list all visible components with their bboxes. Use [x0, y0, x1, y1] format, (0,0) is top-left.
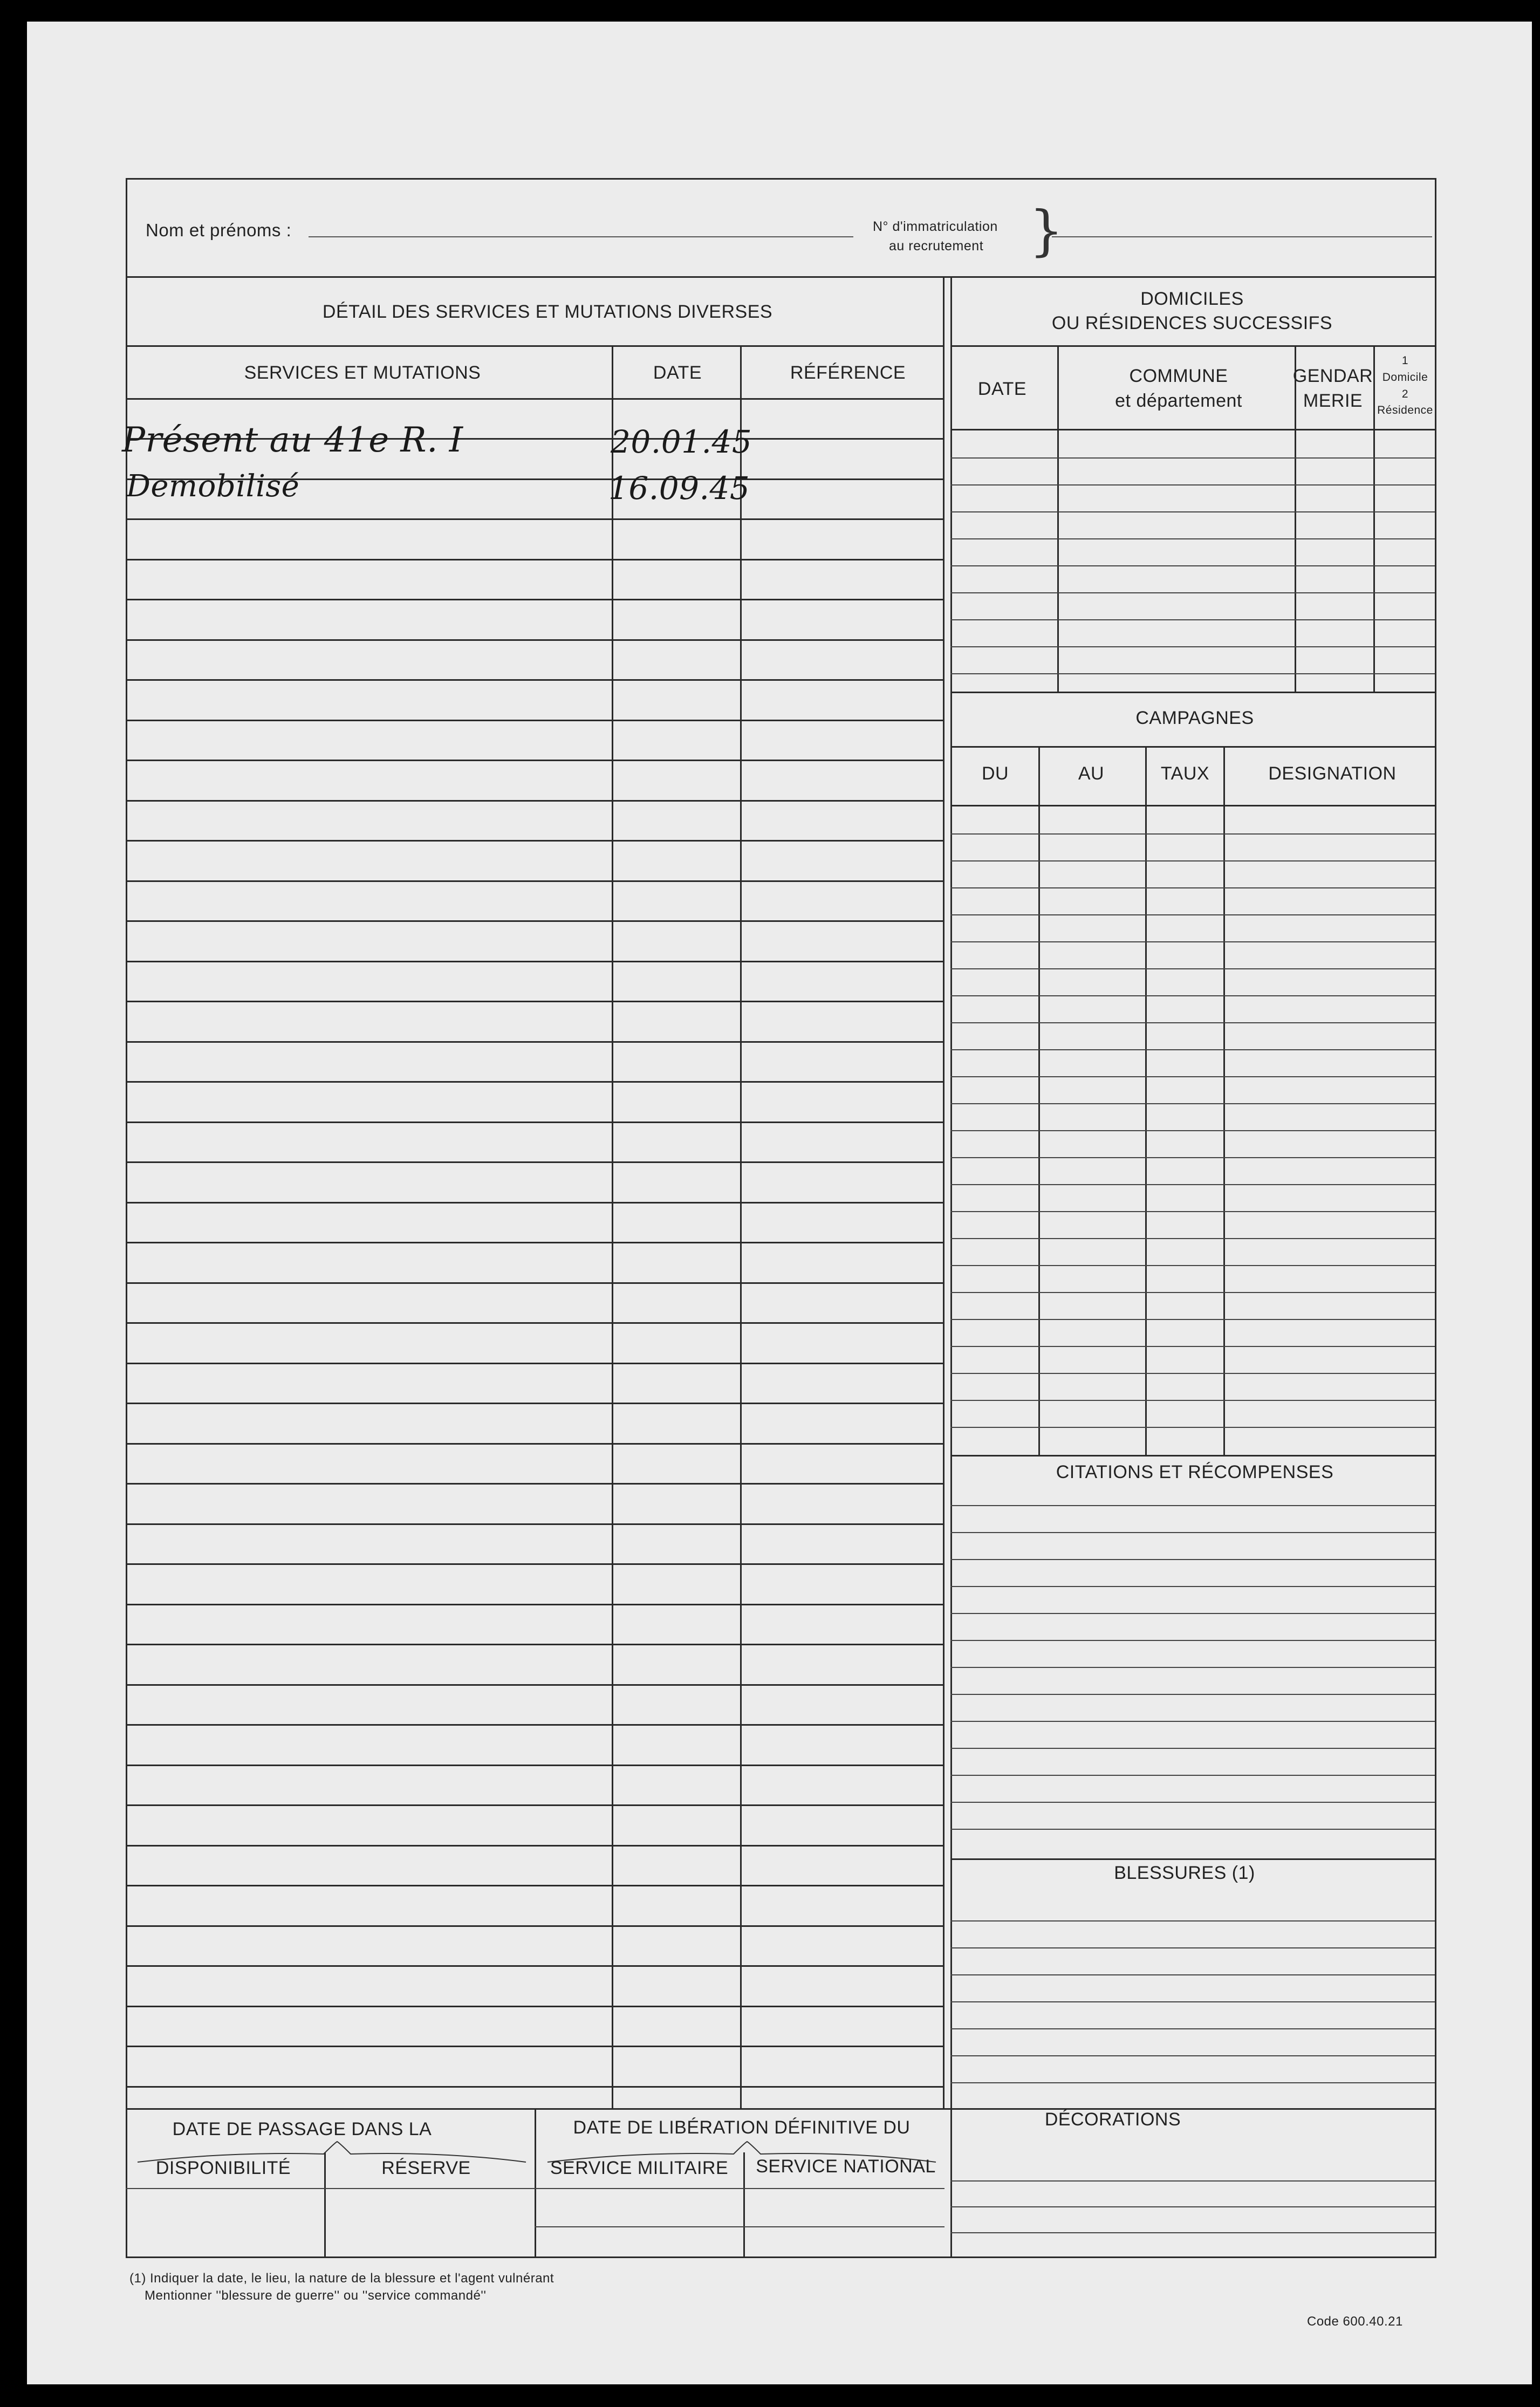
dom-col-type-3: 2	[1401, 388, 1409, 400]
immat-field[interactable]	[1052, 236, 1432, 237]
campagnes-row-line	[950, 1049, 1435, 1050]
services-row-line	[126, 559, 944, 560]
campagnes-row-line	[950, 1211, 1435, 1212]
services-title: DÉTAIL DES SERVICES ET MUTATIONS DIVERSES	[322, 302, 773, 322]
campagnes-row-line	[950, 1400, 1435, 1401]
camp-col-designation: DESIGNATION	[1268, 763, 1397, 784]
footnote-1: (1) Indiquer la date, le lieu, la nature de la blessure et l'agent vulnérant	[129, 2271, 555, 2286]
immat-label: N° d'immatriculation	[873, 219, 998, 234]
domiciles-row-line	[950, 457, 1435, 459]
citations-row-line	[950, 1559, 1435, 1560]
main-divider-b	[950, 276, 952, 2257]
services-row-line	[126, 599, 944, 600]
service-national-label: SERVICE NATIONAL	[756, 2156, 936, 2177]
blessures-row-line	[950, 2001, 1435, 2002]
services-row-line	[126, 1242, 944, 1243]
services-row-line	[126, 1684, 944, 1686]
citations-row-line	[950, 1829, 1435, 1830]
services-row-line	[126, 1885, 944, 1886]
services-row-line	[126, 1081, 944, 1083]
citations-row-line	[950, 1775, 1435, 1776]
campagnes-row-line	[950, 914, 1435, 915]
services-row-line	[126, 1483, 944, 1485]
blessures-row-line	[950, 1947, 1435, 1948]
passage-title: DATE DE PASSAGE DANS LA	[172, 2119, 432, 2139]
entry-date-1: 20.01.45	[611, 423, 752, 460]
form-code: Code 600.40.21	[1307, 2314, 1403, 2329]
dom-col-gendarmerie-2: MERIE	[1303, 391, 1363, 411]
blessures-row-line	[950, 1974, 1435, 1975]
services-row-line	[126, 1001, 944, 1002]
main-divider	[943, 276, 944, 2109]
camp-col-du: DU	[981, 763, 1009, 784]
services-row-line	[126, 1765, 944, 1766]
citations-title: CITATIONS ET RÉCOMPENSES	[1056, 1462, 1334, 1482]
brace-icon: }	[1029, 199, 1064, 262]
services-row-line	[126, 1363, 944, 1364]
services-row-line	[126, 920, 944, 922]
domiciles-row-line	[950, 673, 1435, 674]
decorations-title: DÉCORATIONS	[1044, 2109, 1181, 2130]
campagnes-row-line	[950, 941, 1435, 942]
citations-row-line	[950, 1640, 1435, 1641]
reserve-label: RÉSERVE	[381, 2158, 471, 2178]
services-row-line	[126, 1604, 944, 1605]
entry-service-2: Demobilisé	[126, 469, 300, 504]
blessures-row-line	[950, 2055, 1435, 2056]
campagnes-row-line	[950, 1427, 1435, 1428]
campagnes-row-line	[950, 1022, 1435, 1023]
campagnes-row-line	[950, 860, 1435, 861]
campagnes-row-line	[950, 1292, 1435, 1293]
domiciles-row-line	[950, 484, 1435, 485]
domiciles-row-line	[950, 646, 1435, 647]
services-row-line	[126, 639, 944, 641]
campagnes-row-line	[950, 887, 1435, 888]
domiciles-row-line	[950, 619, 1435, 620]
services-row-line	[126, 1443, 944, 1445]
domiciles-title: DOMICILES	[1140, 289, 1244, 309]
footnote-2: Mentionner ''blessure de guerre'' ou ''service commandé''	[145, 2288, 487, 2303]
camp-col-au: AU	[1078, 763, 1105, 784]
services-row-line	[126, 1804, 944, 1806]
services-row-line	[126, 1161, 944, 1163]
services-row-line	[126, 1845, 944, 1847]
campagnes-row-line	[950, 1373, 1435, 1374]
citations-row-line	[950, 1505, 1435, 1506]
services-row-line	[126, 880, 944, 882]
blessures-row-line	[950, 1920, 1435, 1922]
immat-label-2: au recrutement	[889, 238, 984, 254]
services-row-line	[126, 679, 944, 681]
campagnes-row-line	[950, 1130, 1435, 1131]
services-row-line	[126, 1122, 944, 1123]
services-row-line	[126, 1282, 944, 1284]
col-date: DATE	[653, 363, 702, 383]
dom-col-commune-2: et département	[1115, 391, 1242, 411]
citations-row-line	[950, 1694, 1435, 1695]
citations-row-line	[950, 1802, 1435, 1803]
entry-service-1: Présent au 41e R. I	[122, 420, 463, 460]
name-label: Nom et prénoms :	[146, 220, 292, 240]
services-row-line	[126, 1322, 944, 1324]
campagnes-row-line	[950, 995, 1435, 996]
campagnes-row-line	[950, 1184, 1435, 1185]
campagnes-row-line	[950, 1346, 1435, 1347]
blessures-row-line	[950, 2082, 1435, 2083]
domiciles-row-line	[950, 592, 1435, 593]
campagnes-row-line	[950, 833, 1435, 835]
citations-row-line	[950, 1586, 1435, 1587]
header-divider	[126, 276, 1436, 278]
service-militaire-label: SERVICE MILITAIRE	[550, 2158, 729, 2178]
name-field[interactable]	[309, 236, 853, 237]
services-row-line	[126, 1202, 944, 1204]
domiciles-title-2: OU RÉSIDENCES SUCCESSIFS	[1051, 313, 1333, 333]
services-row-line	[126, 1563, 944, 1565]
services-row-line	[126, 840, 944, 842]
dom-col-type: 1	[1401, 354, 1409, 367]
campagnes-row-line	[950, 1238, 1435, 1239]
blessures-row-line	[950, 2028, 1435, 2029]
domiciles-row-line	[950, 511, 1435, 512]
services-row-line	[126, 1644, 944, 1645]
citations-row-line	[950, 1667, 1435, 1668]
campagnes-row-line	[950, 1157, 1435, 1158]
domiciles-row-line	[950, 538, 1435, 539]
dom-col-type-4: Résidence	[1377, 404, 1433, 416]
campagnes-row-line	[950, 1103, 1435, 1104]
citations-row-line	[950, 1532, 1435, 1533]
frame-bottom	[126, 2256, 1436, 2258]
campagnes-row-line	[950, 1319, 1435, 1320]
services-row-line	[126, 1523, 944, 1525]
services-row-line	[126, 2006, 944, 2007]
camp-col-taux: TAUX	[1160, 763, 1210, 784]
disponibilite-label: DISPONIBILITÉ	[155, 2158, 291, 2178]
services-row-line	[126, 760, 944, 761]
citations-row-line	[950, 1748, 1435, 1749]
dom-col-date: DATE	[977, 379, 1027, 399]
liberation-title: DATE DE LIBÉRATION DÉFINITIVE DU	[573, 2117, 911, 2138]
campagnes-row-line	[950, 1265, 1435, 1266]
campagnes-row-line	[950, 968, 1435, 969]
dom-col-commune: COMMUNE	[1129, 366, 1228, 386]
frame-top	[126, 178, 1436, 180]
domiciles-row-line	[950, 565, 1435, 566]
services-row-line	[126, 961, 944, 962]
entry-date-2: 16.09.45	[608, 470, 750, 507]
col-reference: RÉFÉRENCE	[790, 363, 906, 383]
col-services: SERVICES ET MUTATIONS	[244, 363, 481, 383]
services-row-line	[126, 1965, 944, 1967]
citations-row-line	[950, 1613, 1435, 1614]
dom-col-type-2: Domicile	[1382, 371, 1428, 384]
services-row-line	[126, 1403, 944, 1404]
frame-right	[1435, 178, 1436, 2258]
citations-row-line	[950, 1721, 1435, 1722]
campagnes-row-line	[950, 1076, 1435, 1077]
services-row-line	[126, 1041, 944, 1043]
services-row-line	[126, 2046, 944, 2047]
campagnes-title: CAMPAGNES	[1135, 708, 1254, 728]
blessures-title: BLESSURES (1)	[1114, 1863, 1255, 1883]
services-row-line	[126, 1724, 944, 1726]
services-row-line	[126, 1925, 944, 1927]
dom-col-gendarmerie: GENDAR	[1292, 366, 1373, 386]
services-row-line	[126, 518, 944, 520]
services-row-line	[126, 2086, 944, 2088]
services-row-line	[126, 720, 944, 721]
services-row-line	[126, 800, 944, 802]
